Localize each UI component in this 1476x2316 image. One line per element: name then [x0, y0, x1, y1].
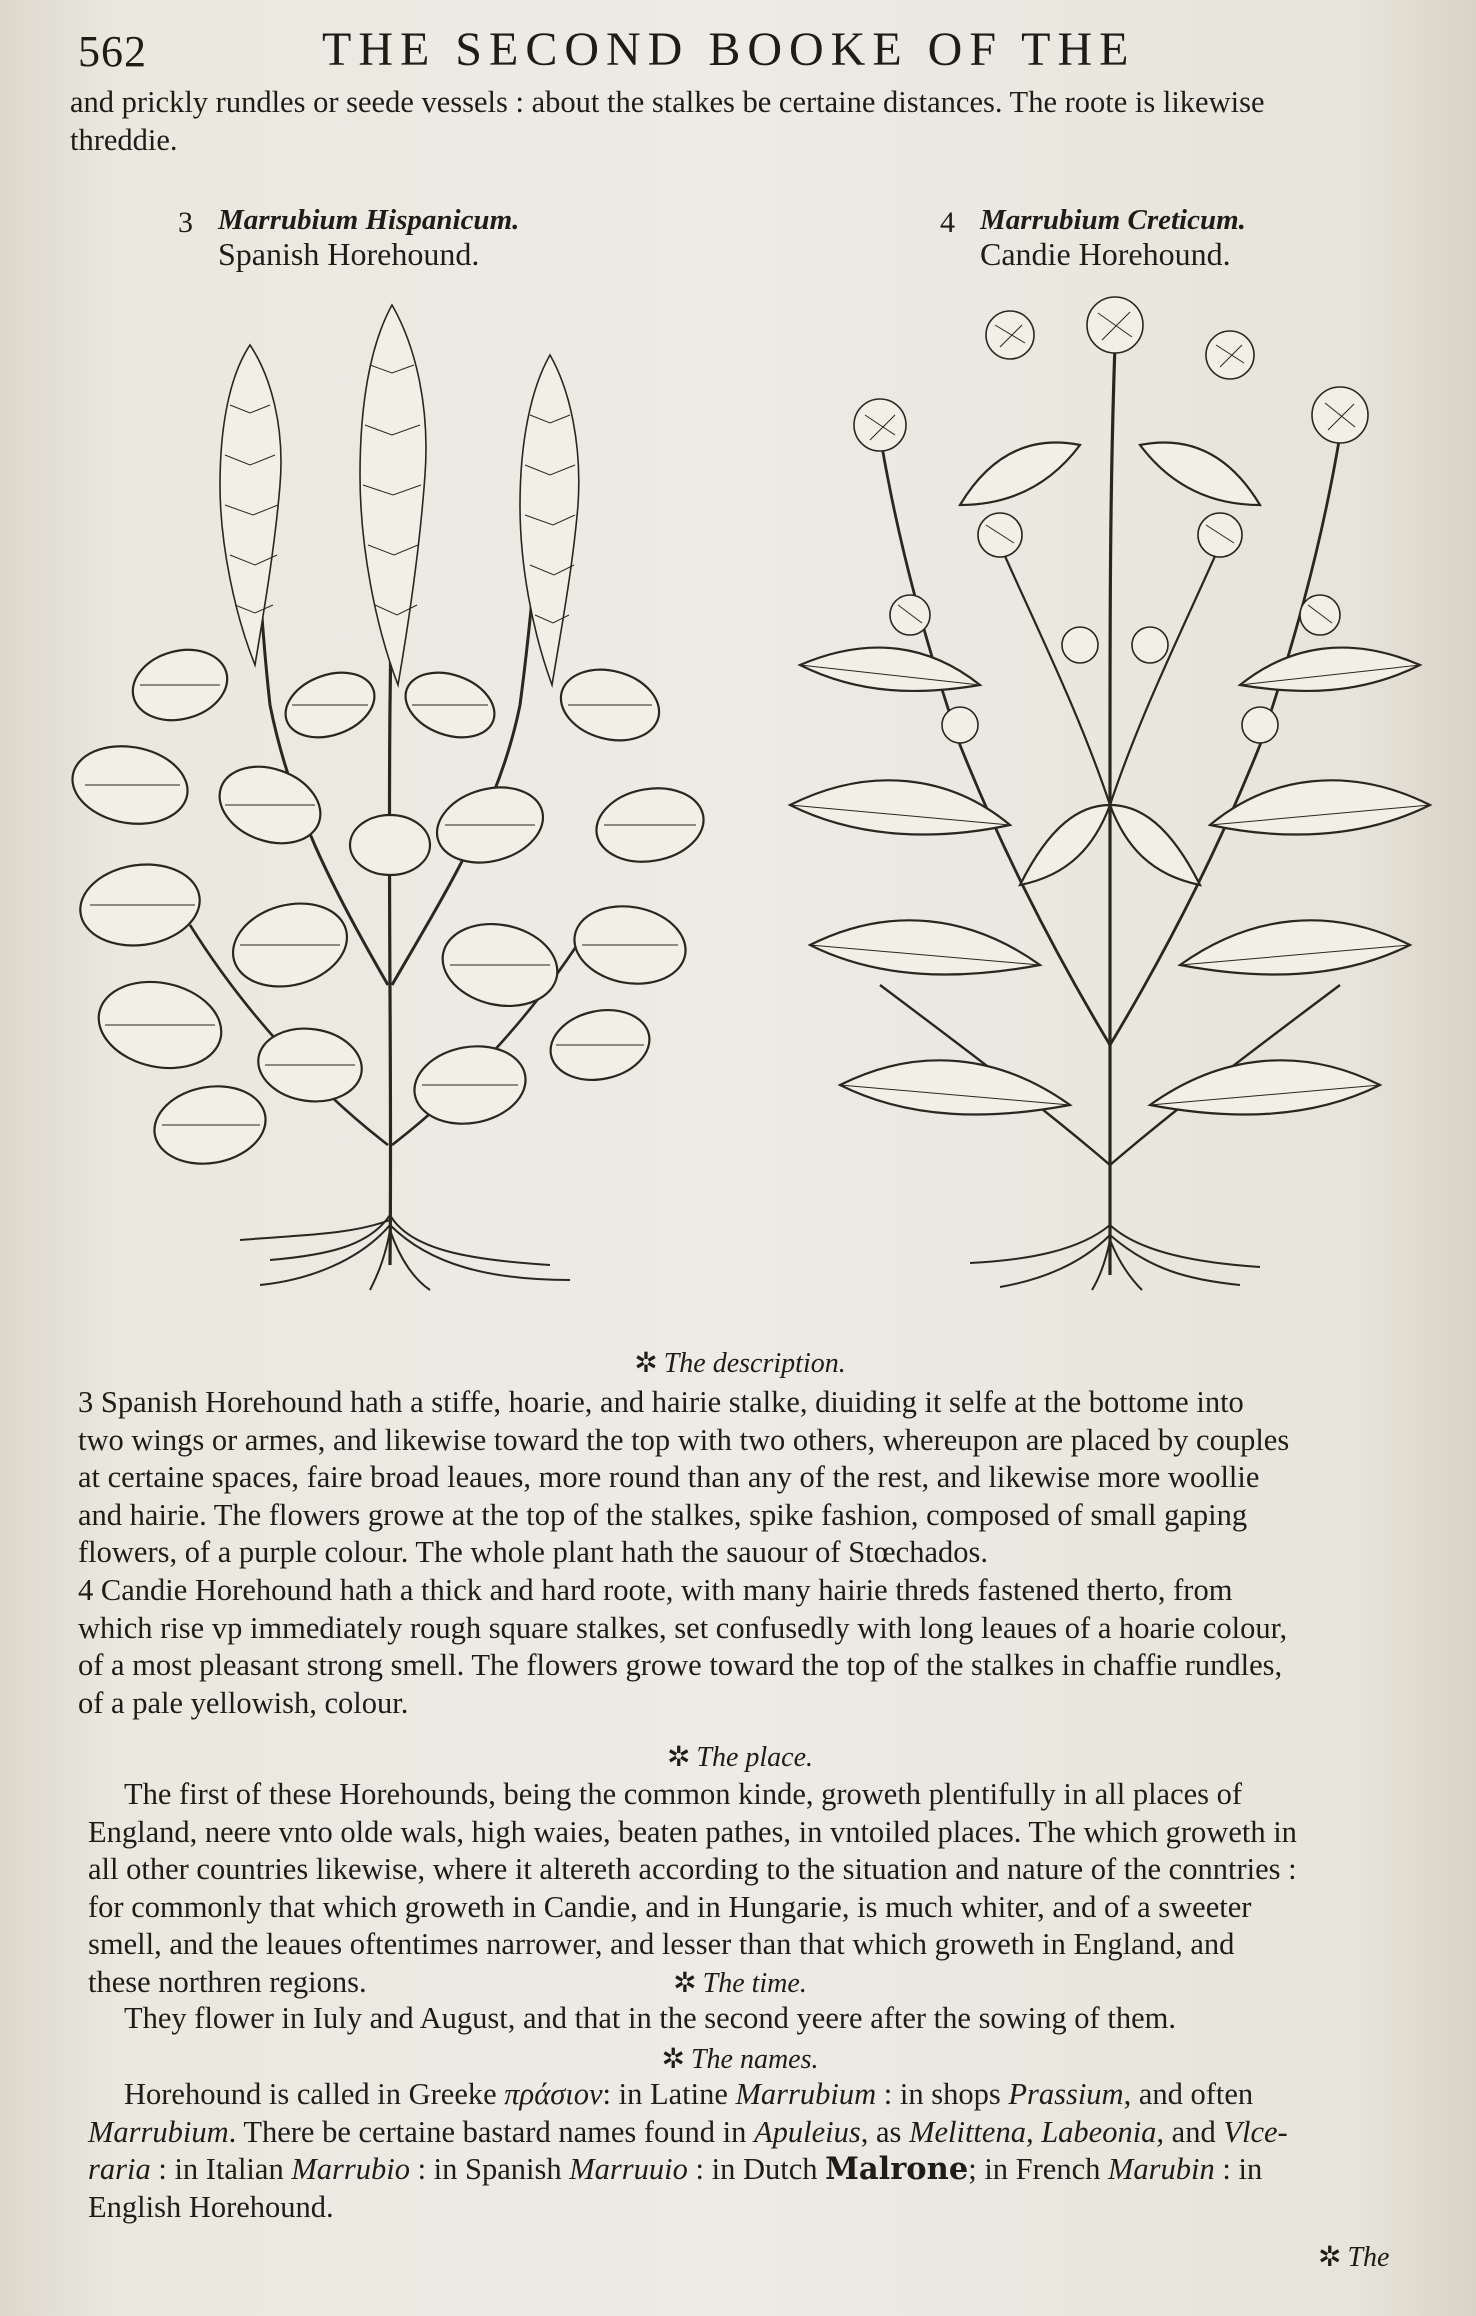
time-heading: ✲ The time. — [673, 1968, 807, 1999]
running-title: THE SECOND BOOKE OF THE — [322, 23, 1136, 76]
names-paragraph — [88, 2076, 1430, 2226]
text-line: these northren regions. — [88, 1964, 367, 1999]
text-line: and hairie. The flowers growe at the top of the stalkes, spike fashion, composed of small gaping — [78, 1497, 1248, 1532]
text-line: at certaine spaces, faire broad leaues, more round than any of the rest, and likewise more woollie — [78, 1460, 1260, 1494]
text-line: of a most pleasant strong smell. The flowers growe toward the top of the stalkes in chaffie rundles, — [78, 1648, 1283, 1682]
text-line: English Horehound. — [88, 2189, 334, 2224]
intro-line: threddie. — [70, 122, 178, 157]
page-number: 562 — [78, 27, 147, 76]
text-line: smell, and the leaues oftentimes narrower, and lesser than that which groweth in England, and — [88, 1927, 1235, 1961]
description-paragraph-4 — [78, 1572, 1430, 1722]
intro-paragraph — [70, 84, 1430, 159]
text-line: Horehound is called in Greeke πράσιον: in Latine Marrubium : in shops Prassium, and often — [124, 2077, 1254, 2111]
text-line: England, neere vnto olde wals, high waies, beaten pathes, in vntoiled places. The which groweth in — [88, 1814, 1297, 1849]
figure-3-number: 3 — [178, 206, 193, 239]
text-line: 4 Candie Horehound hath a thick and hard roote, with many hairie threds fastened therto, from — [78, 1573, 1233, 1607]
figure-3-latin-name: Marrubium Hispanicum. — [218, 204, 520, 236]
names-heading: ✲ The names. — [661, 2044, 819, 2075]
description-paragraph-3 — [78, 1384, 1430, 1572]
candie-horehound-woodcut — [780, 285, 1440, 1295]
catchword-star-icon: ✲ — [1318, 2242, 1342, 2273]
spanish-horehound-woodcut — [70, 285, 710, 1295]
catchword: ✲ The — [1318, 2242, 1390, 2273]
time-paragraph — [124, 2000, 1430, 2038]
place-heading: ✲ The place. — [666, 1742, 814, 1773]
text-line: They flower in Iuly and August, and that in the second yeere after the sowing of them. — [124, 2001, 1176, 2035]
running-head — [78, 22, 1398, 78]
intro-line: and prickly rundles or seede vessels : about the stalkes be certaine distances. The roote is likewise — [70, 85, 1265, 119]
text-line: all other countries likewise, where it altereth according to the situation and nature of the conntries : — [88, 1852, 1297, 1886]
figure-4-number: 4 — [940, 206, 955, 239]
figure-3-english-name: Spanish Horehound. — [218, 236, 480, 272]
text-line: for commonly that which groweth in Candie, and in Hungarie, is much whiter, and of a sweeter — [88, 1889, 1252, 1924]
text-line: two wings or armes, and likewise toward the top with two others, whereupon are placed by couples — [78, 1422, 1290, 1457]
names-star-icon: ✲ — [661, 2044, 685, 2075]
description-heading: ✲ The description. — [634, 1348, 846, 1379]
text-line: which rise vp immediately rough square stalkes, set confusedly with long leaues of a hoarie colour, — [78, 1610, 1288, 1645]
figure-4-latin-name: Marrubium Creticum. — [980, 204, 1246, 236]
text-line: raria : in Italian Marrubio : in Spanish Marruuio : in Dutch Malrone; in French Marubin : in — [88, 2151, 1263, 2187]
text-line: of a pale yellowish, colour. — [78, 1685, 409, 1720]
text-line: flowers, of a purple colour. The whole plant hath the sauour of Stœchados. — [78, 1535, 988, 1569]
figure-4-english-name: Candie Horehound. — [980, 236, 1231, 272]
text-line: The first of these Horehounds, being the common kinde, groweth plentifully in all places of — [124, 1777, 1243, 1811]
place-star-icon: ✲ — [666, 1742, 691, 1773]
text-line: Marrubium. There be certaine bastard names found in Apuleius, as Melittena, Labeonia, and Vlce- — [88, 2114, 1288, 2149]
time-star-icon: ✲ — [673, 1968, 697, 1999]
description-star-icon: ✲ — [634, 1348, 658, 1379]
text-line: 3 Spanish Horehound hath a stiffe, hoarie, and hairie stalke, diuiding it selfe at the bottome into — [78, 1385, 1244, 1419]
